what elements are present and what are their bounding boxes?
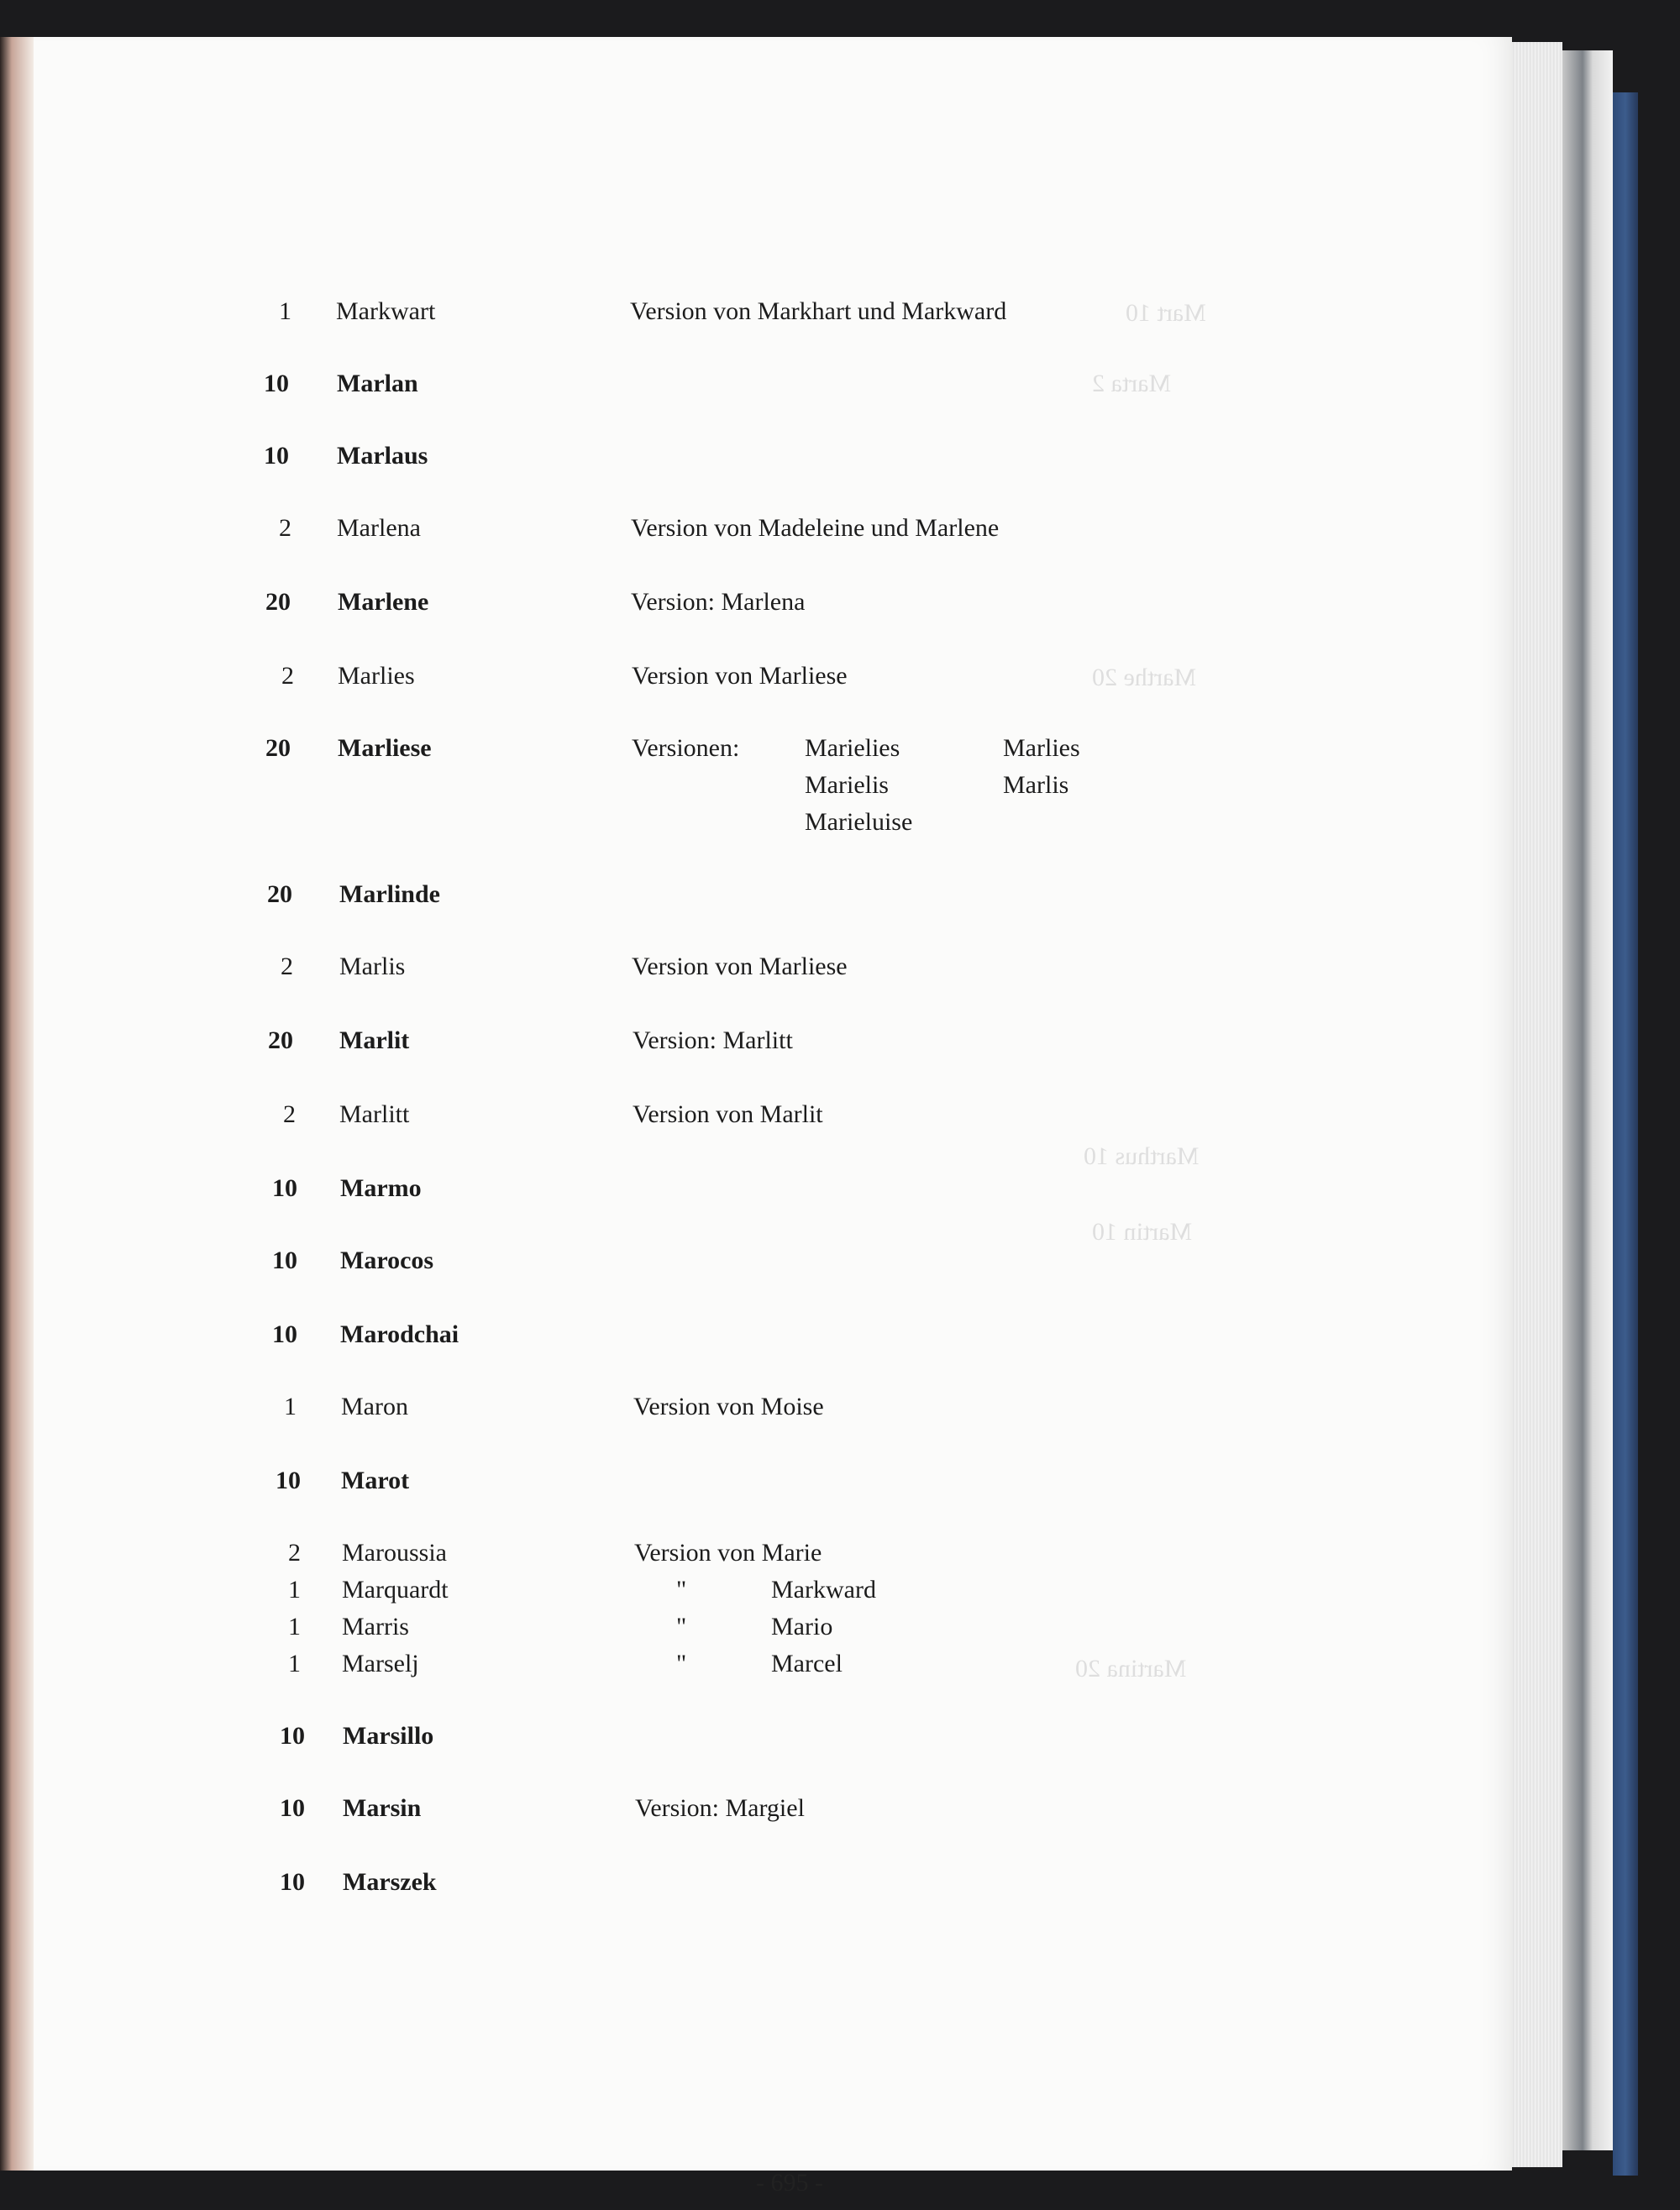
entry-description: " [676, 1576, 687, 1604]
entry-description: Version: Marlena [631, 588, 806, 616]
entry-name: Marris [342, 1613, 409, 1640]
version-name: Marielis [805, 771, 889, 799]
show-through-text: Marta 2 [1092, 370, 1172, 397]
entry-name: Marquardt [342, 1576, 449, 1604]
version-name: Marielies [805, 734, 900, 762]
entry-name: Marot [341, 1467, 410, 1494]
entry-frequency: 20 [265, 734, 291, 762]
entry-description: Version: Margiel [635, 1794, 805, 1822]
entry-frequency: 1 [288, 1576, 301, 1604]
entry-name: Marliese [338, 734, 432, 762]
entry-frequency: 10 [280, 1794, 305, 1822]
entry-name: Marodchai [340, 1320, 459, 1348]
entry-frequency: 10 [272, 1174, 297, 1202]
entry-name: Marsillo [343, 1722, 434, 1750]
entry-description: Version von Moise [633, 1393, 824, 1420]
entry-frequency: 2 [288, 1539, 301, 1567]
entry-frequency: 1 [288, 1613, 301, 1640]
entry-frequency: 1 [284, 1393, 297, 1420]
show-through-text: Marthe 20 [1092, 664, 1197, 691]
entry-frequency: 1 [279, 297, 291, 325]
entry-frequency: 10 [280, 1722, 305, 1750]
entry-name: Marsin [343, 1794, 422, 1822]
entry-name: Marlit [339, 1026, 410, 1054]
entry-name: Marlene [338, 588, 429, 616]
book-cover-edge [1613, 92, 1638, 2176]
entry-name: Maroussia [342, 1539, 447, 1567]
entry-name: Marmo [340, 1174, 422, 1202]
entry-frequency: 10 [272, 1247, 297, 1274]
page-edge-shadow [1562, 50, 1613, 2150]
entry-frequency: 10 [276, 1467, 301, 1494]
entry-name: Marlies [338, 662, 415, 690]
entry-description: Version von Markhart und Markward [630, 297, 1007, 325]
entry-reference-name: Marcel [771, 1650, 843, 1677]
version-name: Marieluise [805, 808, 913, 836]
entry-description: Version von Madeleine und Marlene [631, 514, 1000, 542]
entry-reference-name: Markward [771, 1576, 876, 1604]
entry-description: " [676, 1613, 687, 1640]
entry-frequency: 20 [265, 588, 291, 616]
entry-frequency: 10 [264, 370, 289, 397]
entry-name: Marlitt [339, 1100, 410, 1128]
entry-name: Marlis [339, 953, 406, 980]
entry-frequency: 10 [264, 442, 289, 470]
entry-name: Marlaus [337, 442, 428, 470]
entry-description: Version: Marlitt [633, 1026, 793, 1054]
show-through-text: Martina 20 [1075, 1655, 1187, 1682]
entry-description: Version von Marie [634, 1539, 822, 1567]
show-through-text: Marthus 10 [1084, 1142, 1200, 1170]
show-through-text: Mart 10 [1126, 299, 1206, 327]
entry-name: Marocos [340, 1247, 434, 1274]
entry-description: Version von Marliese [632, 662, 848, 690]
entry-name: Maron [341, 1393, 408, 1420]
entry-frequency: 10 [272, 1320, 297, 1348]
entry-frequency: 20 [267, 880, 292, 908]
entry-name: Marszek [343, 1868, 437, 1896]
version-name: Marlies [1003, 734, 1080, 762]
entry-description: Version von Marliese [632, 953, 848, 980]
entry-frequency: 2 [281, 953, 293, 980]
page-number: - 695 - [756, 2169, 823, 2197]
entry-description: Versionen: [632, 734, 740, 762]
entry-frequency: 1 [288, 1650, 301, 1677]
entry-name: Markwart [336, 297, 436, 325]
show-through-text: Martin 10 [1092, 1218, 1193, 1246]
entry-name: Marselj [342, 1650, 419, 1677]
book-spine-left [0, 37, 34, 2171]
entry-description: " [676, 1650, 687, 1677]
entry-frequency: 10 [280, 1868, 305, 1896]
version-name: Marlis [1003, 771, 1069, 799]
entry-frequency: 2 [279, 514, 291, 542]
entry-name: Marlena [337, 514, 421, 542]
entry-name: Marlan [337, 370, 418, 397]
entry-frequency: 20 [268, 1026, 293, 1054]
page-edges [1512, 42, 1562, 2167]
entry-name: Marlinde [339, 880, 440, 908]
entry-frequency: 2 [281, 662, 294, 690]
entry-description: Version von Marlit [633, 1100, 823, 1128]
entry-reference-name: Mario [771, 1613, 833, 1640]
entry-frequency: 2 [283, 1100, 296, 1128]
